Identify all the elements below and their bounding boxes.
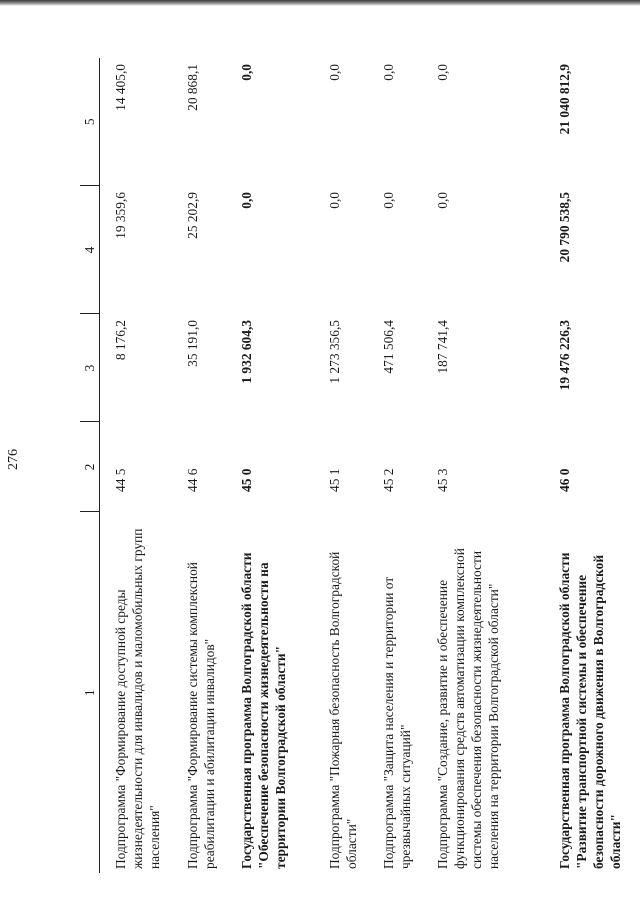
column-header-4: 4 <box>80 186 100 314</box>
row-value-3: 8 176,2 <box>113 320 128 361</box>
row-value-4: 20 790 538,5 <box>556 192 572 263</box>
row-code: 45 3 <box>434 468 450 492</box>
header-row <box>80 58 100 873</box>
row-value-3: 1 932 604,3 <box>238 320 254 384</box>
row-value-4: 0,0 <box>326 192 342 209</box>
row-value-3: 187 741,4 <box>434 320 450 374</box>
column-header-5: 5 <box>80 58 100 186</box>
row-code: 44 6 <box>184 468 200 492</box>
row-code: 46 0 <box>556 468 572 492</box>
row-code: 45 1 <box>326 468 342 492</box>
table-row <box>314 58 368 873</box>
table-row <box>100 58 172 873</box>
row-value-4: 19 359,6 <box>113 192 128 239</box>
row-value-5: 0,0 <box>238 64 254 81</box>
row-code: 45 2 <box>380 468 396 492</box>
row-value-3: 471 506,4 <box>380 320 396 374</box>
column-header-2: 2 <box>80 422 100 512</box>
row-value-4: 25 202,9 <box>184 192 200 239</box>
table-row <box>422 58 544 873</box>
row-value-5: 14 405,0 <box>113 64 128 111</box>
row-value-5: 0,0 <box>380 64 396 81</box>
table-row <box>544 58 634 873</box>
row-name: Подпрограмма "Формирование доступной среды жизнедеятельности для инвалидов и маломобильных групп населения" <box>113 528 162 869</box>
row-name: Подпрограмма "Создание, развитие и обеспечение функционирования средств автоматизации комплексной системы обеспечения безопасности жизнедеятельности населения на территории Волгоградской области" <box>434 548 501 869</box>
row-value-3: 35 191,0 <box>184 320 200 367</box>
row-value-3: 1 273 356,5 <box>326 320 342 384</box>
row-name: Подпрограмма "Формирование системы комплексной реабилитации и абилитации инвалидов" <box>184 562 217 869</box>
budget-table <box>80 58 634 873</box>
table-row <box>368 58 422 873</box>
row-value-4: 0,0 <box>434 192 450 209</box>
row-code: 44 5 <box>113 468 128 492</box>
row-name: Подпрограмма "Защита населения и территории от чрезвычайных ситуаций" <box>380 576 413 869</box>
table-row <box>226 58 314 873</box>
row-value-4: 0,0 <box>238 192 254 209</box>
row-name: Государственная программа Волгоградской области "Развитие транспортной системы и обеспечение безопасности дорожного движения в Волгоградской области" <box>556 552 623 869</box>
row-value-5: 0,0 <box>326 64 342 81</box>
row-value-5: 0,0 <box>434 64 450 81</box>
row-value-3: 19 476 226,3 <box>556 320 572 391</box>
row-value-4: 0,0 <box>380 192 396 209</box>
row-value-5: 20 868,1 <box>184 64 200 111</box>
row-name: Государственная программа Волгоградской области "Обеспечение безопасности жизнедеятельности на территории Волгоградской области" <box>238 552 288 869</box>
column-header-1: 1 <box>80 512 100 873</box>
row-code: 45 0 <box>238 468 254 492</box>
row-value-5: 21 040 812,9 <box>556 64 572 135</box>
table-row <box>172 58 226 873</box>
column-header-3: 3 <box>80 314 100 422</box>
row-name: Подпрограмма "Пожарная безопасность Волгоградской области" <box>326 551 359 869</box>
page-number: 276 <box>6 449 21 470</box>
